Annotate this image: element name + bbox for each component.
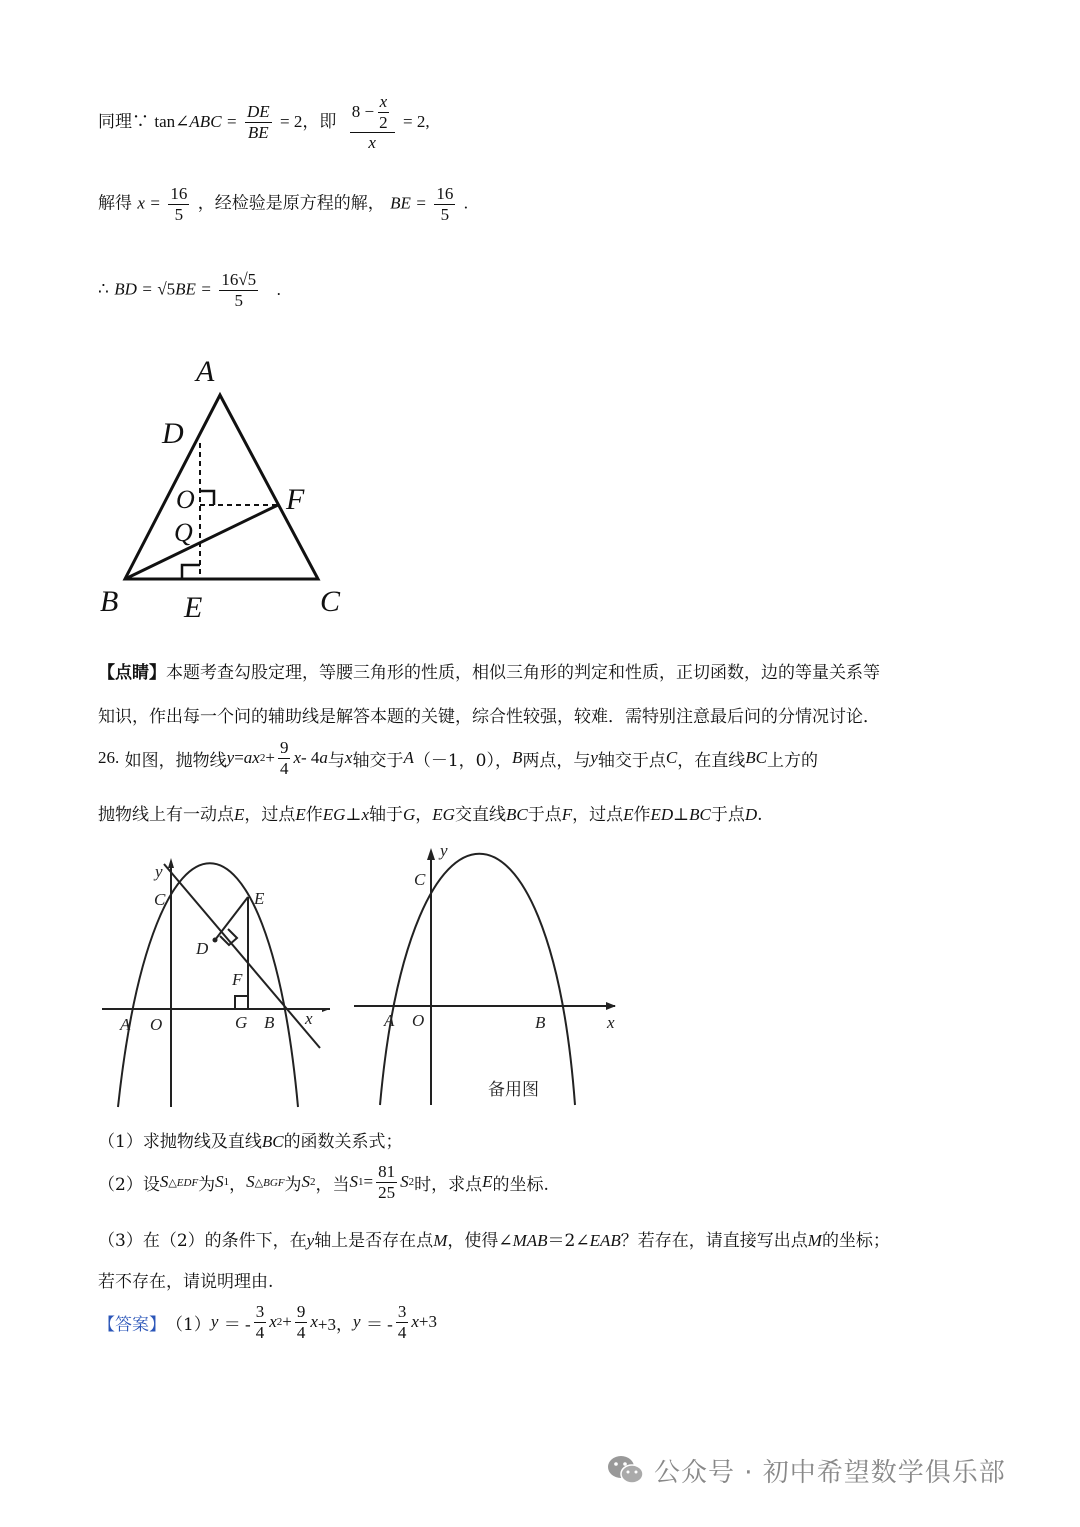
label-d: D xyxy=(196,939,209,958)
text: x xyxy=(269,1312,277,1332)
text: ，过点 xyxy=(244,805,296,825)
note-line-1 xyxy=(98,658,880,683)
text: C xyxy=(665,748,678,768)
caption: 备用图 xyxy=(488,1080,539,1100)
text: + xyxy=(282,1312,292,1332)
problem-number: 26. xyxy=(98,748,120,768)
right-angle-mark-e xyxy=(182,565,200,579)
text: 2 xyxy=(310,1176,316,1189)
label-y: y xyxy=(155,862,163,881)
text: y xyxy=(306,1231,315,1250)
text: BE xyxy=(390,193,411,213)
text: △BGF xyxy=(254,1176,285,1189)
text: （2）设 xyxy=(98,1174,160,1195)
text: ⊥ xyxy=(345,805,362,824)
text: 的坐标； xyxy=(821,1231,890,1251)
label-c: C xyxy=(154,890,166,909)
label-x: x xyxy=(607,1013,615,1032)
text: 轴上是否存在点 xyxy=(314,1231,434,1251)
note-text: 知识，作出每一个问的辅助线是解答本题的关键，综合性较强，较难．需特别注意最后问的分情况讨论． xyxy=(98,707,880,727)
solution-line-2 xyxy=(98,184,468,224)
label-o: O xyxy=(176,485,195,514)
label-e: E xyxy=(254,889,265,908)
text: y xyxy=(210,1312,219,1332)
fraction-denominator: 5 xyxy=(174,204,184,224)
label-b: B xyxy=(100,585,119,618)
label-x: x xyxy=(305,1009,313,1028)
text: BC xyxy=(261,1132,284,1151)
text: 作 xyxy=(633,805,651,825)
note-label: 【点睛】 xyxy=(98,663,166,683)
text: BC xyxy=(745,748,767,768)
label-q: Q xyxy=(174,518,193,547)
text: （－1，0）， xyxy=(413,750,512,771)
text: = xyxy=(234,748,244,768)
text: EG xyxy=(432,805,455,824)
text: ， xyxy=(229,1174,247,1195)
solution-line-3 xyxy=(98,270,281,310)
fraction-numerator: 16 xyxy=(436,184,454,203)
label-a: A xyxy=(120,1015,131,1034)
text: E xyxy=(482,1172,493,1192)
text: 8 − xyxy=(351,102,375,122)
text: √5 xyxy=(157,279,176,299)
text: E xyxy=(295,805,306,824)
text: . xyxy=(757,805,763,825)
text: （1）求抛物线及直线 xyxy=(98,1132,262,1152)
problem-line-2 xyxy=(98,800,763,825)
fraction-denominator: 25 xyxy=(378,1182,396,1202)
footer-watermark xyxy=(606,1448,1056,1492)
text: △EDF xyxy=(168,1176,199,1189)
x-axis-arrow xyxy=(606,1002,616,1010)
text: 1 xyxy=(358,1176,364,1189)
text: G xyxy=(403,805,416,824)
text: ＝ - xyxy=(365,1314,393,1334)
text: B xyxy=(511,748,523,768)
fraction-denominator: 4 xyxy=(397,1322,407,1342)
label-c: C xyxy=(414,870,426,889)
text: ，当 xyxy=(315,1174,350,1195)
label-f: F xyxy=(286,483,305,516)
text: 的坐标. xyxy=(492,1174,549,1195)
fraction-denominator: 4 xyxy=(296,1322,306,1342)
text: S xyxy=(301,1172,311,1192)
text: M xyxy=(433,1231,448,1250)
text: ，过点 xyxy=(572,805,624,825)
text: 轴交于 xyxy=(352,750,404,771)
text: 交直线 xyxy=(454,805,506,825)
text: S xyxy=(400,1172,409,1192)
text: D xyxy=(744,805,758,824)
right-angle-mark-o xyxy=(200,491,214,505)
parabola xyxy=(380,854,575,1105)
label-e: E xyxy=(184,591,203,624)
text: 为 xyxy=(284,1174,302,1195)
text: 解得 xyxy=(98,193,132,214)
text: . xyxy=(463,193,469,213)
text: BD xyxy=(114,279,137,299)
label-a: A xyxy=(384,1011,395,1030)
text: 轴于 xyxy=(369,805,403,825)
triangle-figure xyxy=(90,345,380,630)
text: 时，求点 xyxy=(414,1174,483,1195)
fraction-numerator: x xyxy=(379,92,388,111)
text: . xyxy=(276,279,281,299)
fraction-denominator: 5 xyxy=(234,290,244,310)
text: ？若存在，请直接写出点 xyxy=(620,1231,808,1251)
text: ax xyxy=(243,748,260,768)
angle-text: ABC xyxy=(189,111,222,131)
text: F xyxy=(561,805,573,824)
text: 2 xyxy=(408,1176,415,1189)
label-y: y xyxy=(440,841,448,860)
text: 如图，抛物线 xyxy=(124,750,227,771)
fraction-denominator: 4 xyxy=(279,758,289,778)
text: 2 xyxy=(259,752,266,765)
text: ，使得∠ xyxy=(447,1231,513,1251)
text: x xyxy=(293,748,301,768)
text: ∴ xyxy=(98,279,109,299)
text: BC xyxy=(689,805,711,824)
label-d: D xyxy=(162,417,184,450)
text: 上方的 xyxy=(767,750,818,771)
text: A xyxy=(403,748,414,768)
text: 若不存在，请说明理由. xyxy=(98,1272,274,1292)
text: ＝2∠ xyxy=(547,1231,590,1251)
text: 作 xyxy=(305,805,323,825)
text: MAB xyxy=(512,1231,548,1250)
y-axis-arrow xyxy=(168,858,174,868)
point-d xyxy=(213,938,218,943)
text: 与 xyxy=(327,750,345,771)
text: EAB xyxy=(589,1231,621,1250)
graph-main xyxy=(98,842,338,1112)
fraction-numerator: 9 xyxy=(296,1302,306,1321)
text: ⊥ xyxy=(673,805,690,824)
question-1 xyxy=(98,1127,403,1152)
text: 同理∵ xyxy=(98,111,149,132)
fraction-numerator: DE xyxy=(246,102,270,122)
text: x xyxy=(411,1312,419,1332)
text: +3， xyxy=(317,1314,353,1334)
text: +3 xyxy=(418,1312,437,1332)
note-line-2 xyxy=(98,702,880,727)
text: - 4 xyxy=(300,748,320,768)
label-a: A xyxy=(196,355,215,388)
text: y xyxy=(352,1312,361,1332)
parabola xyxy=(118,863,298,1107)
tan-text: tan∠ xyxy=(154,111,190,131)
question-2 xyxy=(98,1162,549,1202)
text: = xyxy=(363,1172,374,1192)
text: ， xyxy=(415,805,433,825)
footer-text: 公众号 · 初中希望数学俱乐部 xyxy=(654,1457,1006,1488)
fraction-denominator: x xyxy=(368,133,376,153)
label-b: B xyxy=(535,1013,546,1032)
text: a xyxy=(319,748,328,768)
text: ＝ - xyxy=(223,1314,251,1334)
text: = 2, xyxy=(403,111,430,131)
solution-line-1: 同理∵ tan∠ABC = $\frac{DE}{BE}$ = 2，即 8 − $\frac{x}{2}$ x = 2, xyxy=(98,92,430,153)
text: 为 xyxy=(198,1174,216,1195)
fraction-denominator: 4 xyxy=(255,1322,265,1342)
text: 于点 xyxy=(527,805,562,825)
fraction-denominator: 2 xyxy=(379,112,388,132)
label-o: O xyxy=(412,1011,425,1030)
text: x xyxy=(137,193,145,213)
text: x xyxy=(361,805,369,824)
answer-line xyxy=(98,1302,437,1342)
text: y xyxy=(590,748,598,768)
wechat-icon xyxy=(606,1453,646,1487)
text: ED xyxy=(650,805,674,824)
text: 两点，与 xyxy=(522,750,591,771)
fraction-numerator: 16√5 xyxy=(221,270,257,289)
answer-label: 【答案】 xyxy=(98,1314,166,1335)
text: 抛物线上有一动点 xyxy=(98,805,234,825)
fraction-numerator: 81 xyxy=(378,1162,396,1181)
text: 于点 xyxy=(710,805,745,825)
note-text: 本题考查勾股定理，等腰三角形的性质，相似三角形的判定和性质，正切函数，边的等量关系等 xyxy=(166,663,880,683)
text: （1） xyxy=(166,1314,211,1335)
question-3-line-1 xyxy=(98,1226,890,1251)
question-3-line-2 xyxy=(98,1267,273,1292)
text: = xyxy=(416,193,426,213)
label-b: B xyxy=(264,1013,275,1032)
fraction-denominator: 5 xyxy=(440,204,450,224)
label-c: C xyxy=(320,585,341,618)
text: S xyxy=(246,1172,255,1192)
fraction-numerator: 3 xyxy=(255,1302,265,1321)
text: 2 xyxy=(276,1316,283,1329)
text: S xyxy=(159,1172,169,1192)
label-o: O xyxy=(150,1015,163,1034)
fraction-numerator: 3 xyxy=(397,1302,407,1321)
graph-backup xyxy=(350,840,630,1112)
text: ，经检验是原方程的解， xyxy=(197,193,385,214)
right-angle-mark-g xyxy=(235,996,248,1009)
y-axis-arrow xyxy=(427,848,435,860)
text: M xyxy=(807,1231,822,1250)
text: = xyxy=(142,279,152,299)
text: = xyxy=(150,193,160,213)
fraction-numerator: 16 xyxy=(170,184,188,203)
text: = xyxy=(201,279,211,299)
text: x xyxy=(310,1312,318,1332)
text: x xyxy=(344,748,353,768)
text: 的函数关系式； xyxy=(283,1132,403,1152)
problem-line-1 xyxy=(98,738,818,778)
fraction-denominator: BE xyxy=(247,122,269,142)
text: 轴交于点 xyxy=(597,750,666,771)
text: + xyxy=(265,748,275,768)
text: （3）在（2）的条件下，在 xyxy=(98,1231,307,1251)
text: y xyxy=(226,748,235,768)
text: 1 xyxy=(223,1176,230,1189)
text: S xyxy=(349,1172,359,1192)
text: BE xyxy=(175,279,196,299)
fraction-numerator: 9 xyxy=(279,738,289,757)
text: E xyxy=(234,805,245,824)
label-g: G xyxy=(235,1013,248,1032)
text: E xyxy=(623,805,634,824)
label-f: F xyxy=(232,970,243,989)
text: = 2，即 xyxy=(280,111,337,131)
text: S xyxy=(215,1172,224,1192)
text: ，在直线 xyxy=(677,750,746,771)
text: BC xyxy=(505,805,528,824)
segment-bf xyxy=(125,505,278,579)
text: EG xyxy=(322,805,346,824)
